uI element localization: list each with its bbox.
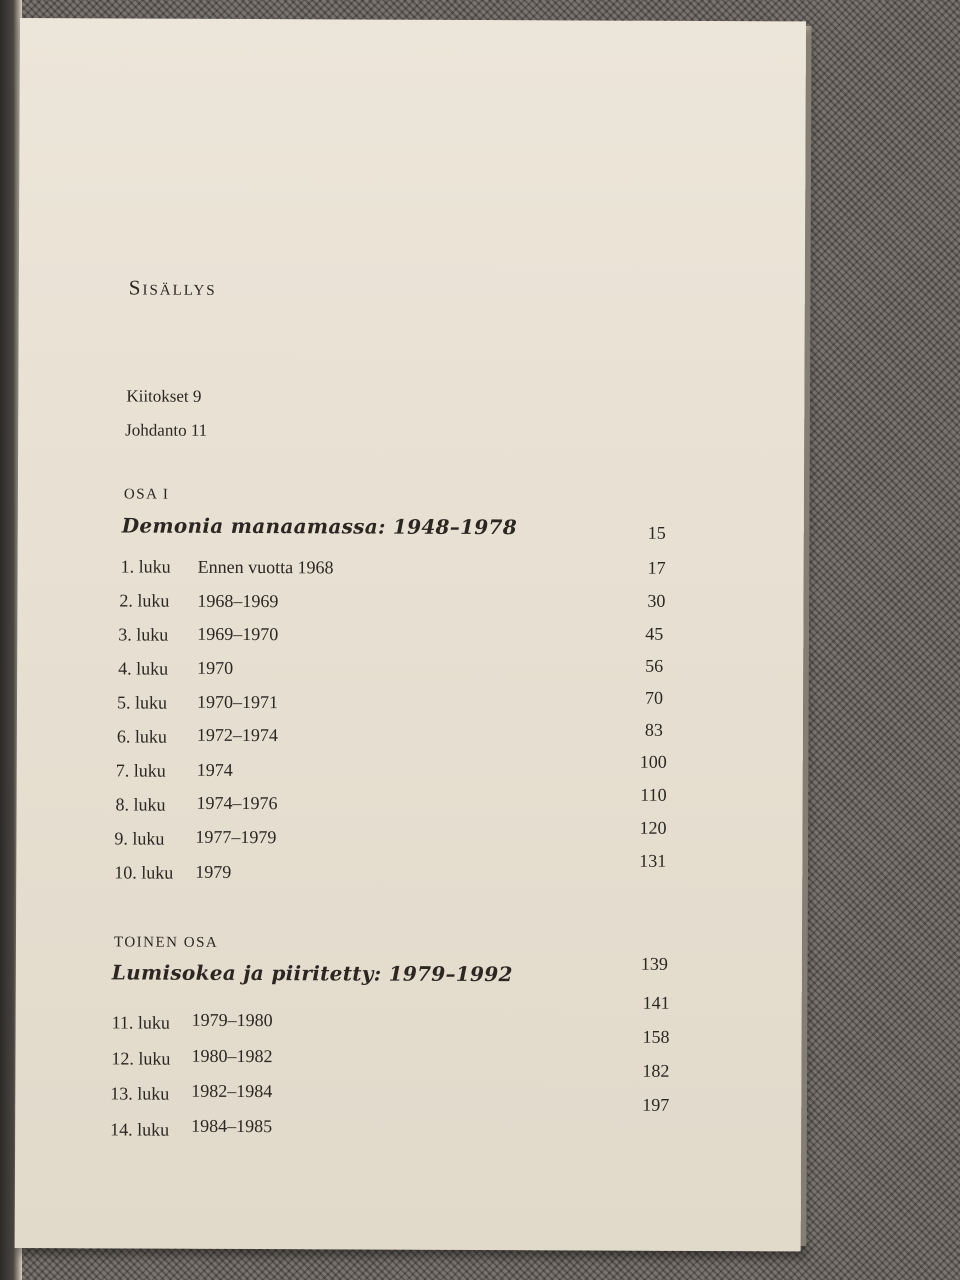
chapter-page-number: 45 (645, 623, 664, 644)
chapter-number: 5. luku (116, 692, 168, 713)
chapter-number: 2. luku (119, 590, 170, 611)
part-page-number: 139 (640, 953, 668, 974)
chapter-page-number: 83 (644, 719, 663, 740)
part-title: Lumisokea ja piiritetty: 1979–1992 (111, 960, 513, 987)
chapter-page-number: 197 (642, 1094, 670, 1115)
chapter-number: 12. luku (111, 1048, 171, 1069)
chapter-title: 1984–1985 (191, 1115, 273, 1137)
chapter-page-number: 100 (639, 751, 667, 772)
part-title: Demonia manaamassa: 1948–1978 (121, 513, 518, 540)
chapter-page-number: 70 (644, 687, 664, 708)
chapter-number: 6. luku (116, 726, 167, 747)
chapter-page-number: 110 (640, 784, 667, 805)
chapter-title: 1974 (196, 759, 233, 780)
chapter-title: 1969–1970 (197, 623, 279, 645)
chapter-title: 1972–1974 (196, 724, 278, 746)
chapter-title: 1968–1969 (197, 590, 279, 612)
chapter-title: 1979 (195, 861, 232, 882)
chapter-title: 1977–1979 (195, 826, 277, 848)
toc-heading: Sisällys (128, 275, 217, 300)
chapter-number: 13. luku (110, 1083, 170, 1104)
book-page (15, 18, 806, 1251)
chapter-page-number: 17 (647, 557, 666, 578)
part-page-number: 15 (647, 522, 666, 543)
chapter-title: 1970–1971 (196, 691, 279, 713)
chapter-number: 7. luku (115, 760, 166, 781)
chapter-number: 10. luku (114, 862, 174, 883)
chapter-title: 1974–1976 (196, 792, 278, 814)
part-label: TOINEN OSA (113, 934, 219, 951)
chapter-page-number: 182 (642, 1060, 670, 1081)
chapter-title: 1979–1980 (191, 1009, 273, 1031)
chapter-number: 8. luku (115, 794, 166, 815)
chapter-page-number: 158 (642, 1026, 670, 1047)
chapter-page-number: 30 (647, 590, 666, 611)
chapter-number: 11. luku (111, 1012, 171, 1033)
chapter-number: 14. luku (110, 1119, 170, 1140)
chapter-title: 1982–1984 (191, 1080, 273, 1102)
chapter-title: 1980–1982 (191, 1045, 273, 1067)
front-matter-item: Johdanto 11 (125, 420, 208, 440)
chapter-number: 4. luku (118, 658, 169, 679)
chapter-page-number: 120 (639, 817, 667, 838)
chapter-number: 3. luku (118, 624, 169, 645)
front-matter-item: Kiitokset 9 (126, 386, 202, 406)
chapter-page-number: 56 (645, 655, 664, 676)
chapter-title: 1970 (197, 657, 234, 678)
part-label: OSA I (123, 486, 170, 503)
chapter-page-number: 131 (639, 850, 667, 871)
chapter-number: 1. luku (120, 556, 171, 577)
chapter-title: Ennen vuotta 1968 (197, 556, 334, 578)
chapter-number: 9. luku (114, 828, 165, 849)
chapter-page-number: 141 (642, 992, 670, 1013)
